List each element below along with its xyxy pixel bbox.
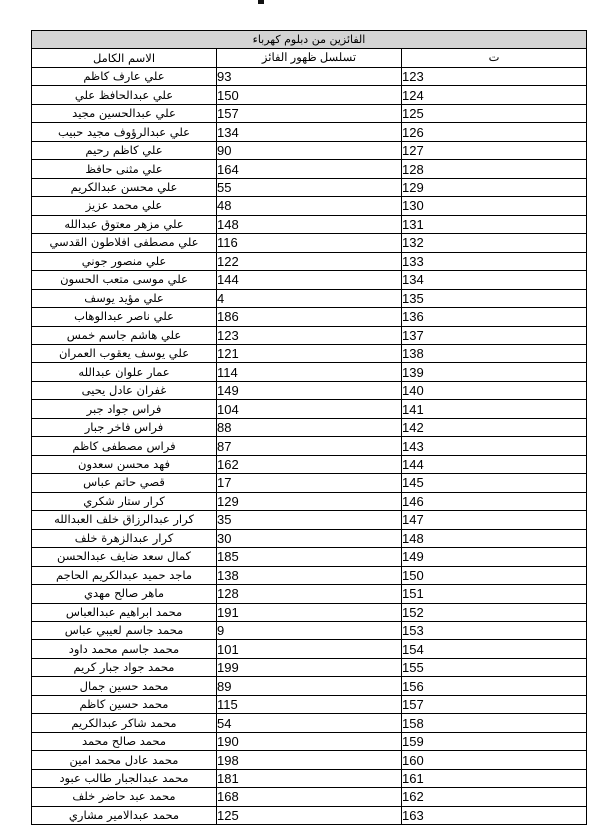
- cell-rank: 116: [217, 234, 402, 252]
- cell-rank: 48: [217, 197, 402, 215]
- results-sheet: [31, 30, 587, 825]
- cell-name: فراس فاخر جبار: [32, 418, 217, 436]
- cell-rank: 128: [217, 585, 402, 603]
- cell-rank: 88: [217, 418, 402, 436]
- cell-seq: 137: [402, 326, 587, 344]
- cell-seq: 136: [402, 308, 587, 326]
- cell-seq: 159: [402, 732, 587, 750]
- table-row: [32, 178, 587, 196]
- cell-rank: 90: [217, 141, 402, 159]
- table-row: [32, 695, 587, 713]
- cell-name: فراس مصطفى كاظم: [32, 437, 217, 455]
- cell-name: كرار عبدالرزاق خلف العبدالله: [32, 511, 217, 529]
- cell-rank: 101: [217, 640, 402, 658]
- cell-rank: 54: [217, 714, 402, 732]
- cell-name: محمد حسين جمال: [32, 677, 217, 695]
- header-rank: تسلسل ظهور الفائز: [217, 49, 402, 67]
- cell-seq: 155: [402, 658, 587, 676]
- cell-rank: 35: [217, 511, 402, 529]
- cell-rank: 150: [217, 86, 402, 104]
- cell-rank: 190: [217, 732, 402, 750]
- cell-name: علي عبدالحافظ علي: [32, 86, 217, 104]
- cell-seq: 139: [402, 363, 587, 381]
- table-row: [32, 474, 587, 492]
- cell-seq: 145: [402, 474, 587, 492]
- table-row: [32, 289, 587, 307]
- cell-name: محمد جاسم محمد داود: [32, 640, 217, 658]
- cell-name: محمد عبدالجبار طالب عبود: [32, 769, 217, 787]
- cell-name: كرار عبدالزهرة خلف: [32, 529, 217, 547]
- table-row: [32, 363, 587, 381]
- cell-name: علي محسن عبدالكريم: [32, 178, 217, 196]
- cell-name: محمد عادل محمد امين: [32, 751, 217, 769]
- table-row: [32, 437, 587, 455]
- cell-seq: 153: [402, 622, 587, 640]
- cell-rank: 121: [217, 344, 402, 362]
- table-row: [32, 400, 587, 418]
- table-row: [32, 86, 587, 104]
- cell-rank: 144: [217, 271, 402, 289]
- table-header-row: [32, 49, 587, 67]
- cell-rank: 157: [217, 104, 402, 122]
- cell-name: علي هاشم جاسم خمس: [32, 326, 217, 344]
- cell-seq: 138: [402, 344, 587, 362]
- cell-seq: 148: [402, 529, 587, 547]
- cell-seq: 143: [402, 437, 587, 455]
- table-row: [32, 197, 587, 215]
- cell-rank: 89: [217, 677, 402, 695]
- cell-name: علي مؤيد يوسف: [32, 289, 217, 307]
- cell-rank: 191: [217, 603, 402, 621]
- cell-name: علي يوسف يعقوب العمران: [32, 344, 217, 362]
- cell-name: كرار ستار شكري: [32, 492, 217, 510]
- table-row: [32, 455, 587, 473]
- cell-seq: 142: [402, 418, 587, 436]
- cell-name: علي موسى متعب الحسون: [32, 271, 217, 289]
- cell-rank: 122: [217, 252, 402, 270]
- cell-seq: 156: [402, 677, 587, 695]
- cell-seq: 161: [402, 769, 587, 787]
- table-row: [32, 234, 587, 252]
- cell-name: فهد محسن سعدون: [32, 455, 217, 473]
- cell-name: محمد صالح محمد: [32, 732, 217, 750]
- cell-rank: 87: [217, 437, 402, 455]
- cell-rank: 138: [217, 566, 402, 584]
- cell-seq: 128: [402, 160, 587, 178]
- cell-seq: 135: [402, 289, 587, 307]
- cell-name: علي كاظم رحيم: [32, 141, 217, 159]
- cell-rank: 129: [217, 492, 402, 510]
- cell-name: علي مصطفى افلاطون القدسي: [32, 234, 217, 252]
- cell-name: محمد ابراهيم عبدالعباس: [32, 603, 217, 621]
- cell-seq: 134: [402, 271, 587, 289]
- cell-name: علي عبدالحسين مجيد: [32, 104, 217, 122]
- table-row: [32, 308, 587, 326]
- table-row: [32, 160, 587, 178]
- cell-seq: 130: [402, 197, 587, 215]
- cell-seq: 147: [402, 511, 587, 529]
- cell-rank: 164: [217, 160, 402, 178]
- cell-seq: 158: [402, 714, 587, 732]
- table-row: [32, 769, 587, 787]
- cell-name: علي مزهر معتوق عبدالله: [32, 215, 217, 233]
- top-edge-mark: [258, 0, 264, 4]
- cell-seq: 151: [402, 585, 587, 603]
- cell-name: محمد عبدالامير مشاري: [32, 806, 217, 824]
- table-row: [32, 215, 587, 233]
- cell-seq: 141: [402, 400, 587, 418]
- table-row: [32, 585, 587, 603]
- cell-rank: 148: [217, 215, 402, 233]
- cell-seq: 163: [402, 806, 587, 824]
- cell-name: محمد جواد جبار كريم: [32, 658, 217, 676]
- header-name: الاسم الكامل: [32, 49, 217, 67]
- table-row: [32, 67, 587, 85]
- winners-table: [31, 30, 587, 825]
- table-row: [32, 658, 587, 676]
- table-row: [32, 640, 587, 658]
- cell-name: علي محمد عزيز: [32, 197, 217, 215]
- cell-rank: 114: [217, 363, 402, 381]
- cell-rank: 168: [217, 788, 402, 806]
- cell-seq: 124: [402, 86, 587, 104]
- cell-rank: 149: [217, 381, 402, 399]
- table-row: [32, 123, 587, 141]
- cell-rank: 30: [217, 529, 402, 547]
- cell-seq: 149: [402, 548, 587, 566]
- cell-seq: 157: [402, 695, 587, 713]
- cell-rank: 125: [217, 806, 402, 824]
- cell-seq: 123: [402, 67, 587, 85]
- cell-seq: 133: [402, 252, 587, 270]
- cell-seq: 132: [402, 234, 587, 252]
- cell-rank: 4: [217, 289, 402, 307]
- table-row: [32, 381, 587, 399]
- table-row: [32, 271, 587, 289]
- cell-name: علي منصور جوني: [32, 252, 217, 270]
- cell-name: علي مثنى حافظ: [32, 160, 217, 178]
- cell-seq: 129: [402, 178, 587, 196]
- table-row: [32, 677, 587, 695]
- cell-name: محمد شاكر عبدالكريم: [32, 714, 217, 732]
- cell-name: علي عارف كاظم: [32, 67, 217, 85]
- cell-rank: 123: [217, 326, 402, 344]
- cell-rank: 55: [217, 178, 402, 196]
- cell-name: محمد عبد حاضر خلف: [32, 788, 217, 806]
- cell-rank: 185: [217, 548, 402, 566]
- cell-name: علي عبدالرؤوف مجيد حبيب: [32, 123, 217, 141]
- table-row: [32, 344, 587, 362]
- cell-seq: 131: [402, 215, 587, 233]
- table-title: الفائزين من دبلوم كهرباء: [32, 31, 587, 49]
- cell-name: محمد حسين كاظم: [32, 695, 217, 713]
- table-body: [32, 67, 587, 824]
- cell-seq: 152: [402, 603, 587, 621]
- cell-name: علي ناصر عبدالوهاب: [32, 308, 217, 326]
- table-row: [32, 141, 587, 159]
- cell-seq: 140: [402, 381, 587, 399]
- cell-name: محمد جاسم لعيبي عباس: [32, 622, 217, 640]
- cell-name: كمال سعد ضايف عبدالحسن: [32, 548, 217, 566]
- cell-seq: 150: [402, 566, 587, 584]
- table-row: [32, 603, 587, 621]
- table-row: [32, 511, 587, 529]
- cell-rank: 93: [217, 67, 402, 85]
- cell-rank: 162: [217, 455, 402, 473]
- table-row: [32, 806, 587, 824]
- cell-rank: 198: [217, 751, 402, 769]
- cell-name: فراس جواد جبر: [32, 400, 217, 418]
- cell-name: قصي حاتم عباس: [32, 474, 217, 492]
- cell-name: ماجد حميد عبدالكريم الحاجم: [32, 566, 217, 584]
- table-row: [32, 529, 587, 547]
- cell-seq: 154: [402, 640, 587, 658]
- cell-name: عمار علوان عبدالله: [32, 363, 217, 381]
- cell-rank: 199: [217, 658, 402, 676]
- cell-seq: 126: [402, 123, 587, 141]
- table-row: [32, 326, 587, 344]
- cell-seq: 125: [402, 104, 587, 122]
- cell-rank: 186: [217, 308, 402, 326]
- table-row: [32, 492, 587, 510]
- cell-rank: 181: [217, 769, 402, 787]
- cell-rank: 17: [217, 474, 402, 492]
- table-row: [32, 548, 587, 566]
- table-row: [32, 418, 587, 436]
- table-row: [32, 751, 587, 769]
- table-row: [32, 622, 587, 640]
- cell-rank: 134: [217, 123, 402, 141]
- table-row: [32, 252, 587, 270]
- table-title-row: [32, 31, 587, 49]
- table-row: [32, 788, 587, 806]
- cell-seq: 146: [402, 492, 587, 510]
- cell-seq: 162: [402, 788, 587, 806]
- cell-rank: 104: [217, 400, 402, 418]
- cell-rank: 9: [217, 622, 402, 640]
- cell-rank: 115: [217, 695, 402, 713]
- cell-seq: 127: [402, 141, 587, 159]
- header-seq: ت: [402, 49, 587, 67]
- cell-name: غفران عادل يحيى: [32, 381, 217, 399]
- cell-name: ماهر صالح مهدي: [32, 585, 217, 603]
- table-row: [32, 104, 587, 122]
- table-row: [32, 732, 587, 750]
- cell-seq: 160: [402, 751, 587, 769]
- table-row: [32, 566, 587, 584]
- table-row: [32, 714, 587, 732]
- cell-seq: 144: [402, 455, 587, 473]
